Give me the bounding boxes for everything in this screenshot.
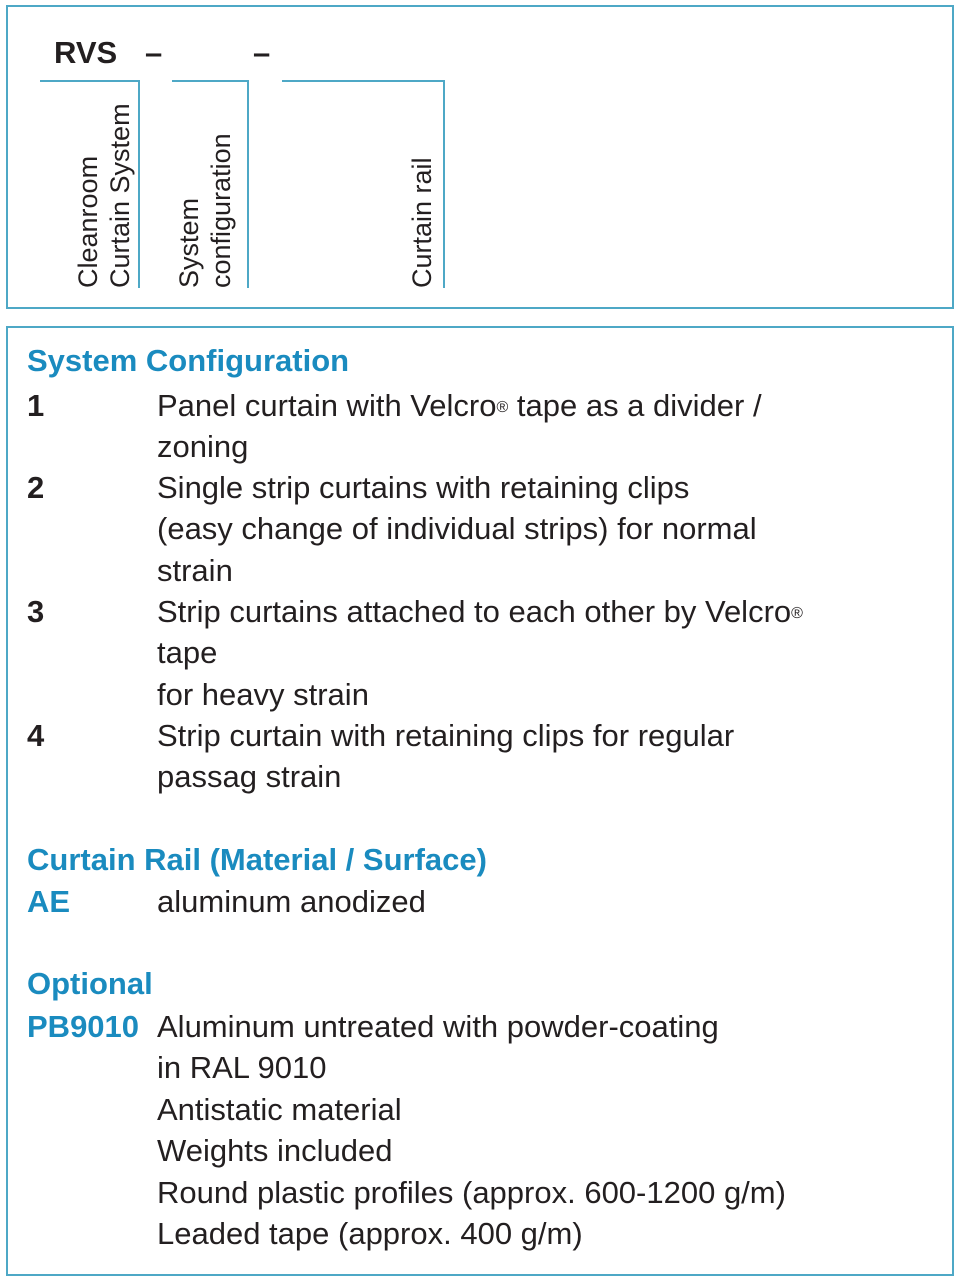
bracket-system-top bbox=[172, 80, 249, 82]
system-configuration-heading: System Configuration bbox=[27, 343, 350, 378]
config-2-line1: Single strip curtains with retaining clips bbox=[157, 470, 690, 505]
code-prefix: RVS bbox=[54, 35, 118, 70]
config-3-line2: tape bbox=[157, 635, 218, 671]
bracket-system-side bbox=[247, 80, 249, 288]
optional-line-2: in RAL 9010 bbox=[157, 1050, 327, 1086]
optional-line-5: Round plastic profiles (approx. 600-1200 g/m) bbox=[157, 1174, 786, 1210]
label-system-line1: System bbox=[174, 197, 204, 288]
bracket-rail-side bbox=[443, 80, 445, 288]
code-dash-2: – bbox=[253, 35, 271, 70]
optional-item-pb9010 bbox=[27, 1006, 927, 1254]
config-item-3 bbox=[27, 591, 927, 715]
rail-key: AE bbox=[27, 884, 71, 919]
config-1-line1: Panel curtain with Velcro® tape as a divider / bbox=[157, 388, 762, 423]
code-dash-1: – bbox=[145, 35, 163, 70]
label-cleanroom-line1: Cleanroom bbox=[73, 155, 103, 288]
rail-value: aluminum anodized bbox=[157, 884, 426, 919]
label-system-configuration bbox=[173, 133, 237, 288]
bracket-rail-top bbox=[282, 80, 445, 82]
label-rail-line1: Curtain rail bbox=[407, 157, 437, 288]
label-cleanroom-curtain-system bbox=[72, 103, 136, 288]
label-system-line2: configuration bbox=[206, 133, 236, 288]
bracket-cleanroom-side bbox=[138, 80, 140, 288]
rail-item-ae bbox=[27, 881, 927, 922]
label-curtain-rail bbox=[406, 157, 438, 288]
optional-line-4: Weights included bbox=[157, 1133, 393, 1169]
config-key-2: 2 bbox=[27, 470, 45, 505]
config-1-line2: zoning bbox=[157, 429, 249, 465]
optional-line-1: Aluminum untreated with powder-coating bbox=[157, 1009, 719, 1044]
config-4-line2: passag strain bbox=[157, 759, 342, 795]
config-key-1: 1 bbox=[27, 388, 45, 423]
config-key-3: 3 bbox=[27, 594, 45, 629]
curtain-rail-heading: Curtain Rail (Material / Surface) bbox=[27, 842, 487, 877]
bracket-cleanroom-top bbox=[40, 80, 140, 82]
optional-line-3: Antistatic material bbox=[157, 1091, 402, 1127]
config-3-line1: Strip curtains attached to each other by Velcro® bbox=[157, 594, 803, 629]
config-4-line1: Strip curtain with retaining clips for regular bbox=[157, 718, 735, 753]
optional-line-6: Leaded tape (approx. 400 g/m) bbox=[157, 1216, 583, 1252]
config-key-4: 4 bbox=[27, 718, 45, 753]
config-item-2 bbox=[27, 467, 927, 591]
config-item-4 bbox=[27, 715, 927, 798]
config-2-line2: (easy change of individual strips) for normal bbox=[157, 511, 757, 547]
config-3-line3: for heavy strain bbox=[157, 676, 369, 712]
config-2-line3: strain bbox=[157, 552, 233, 588]
optional-heading: Optional bbox=[27, 966, 153, 1001]
optional-key: PB9010 bbox=[27, 1009, 140, 1044]
config-item-1 bbox=[27, 385, 927, 468]
label-cleanroom-line2: Curtain System bbox=[105, 103, 135, 288]
